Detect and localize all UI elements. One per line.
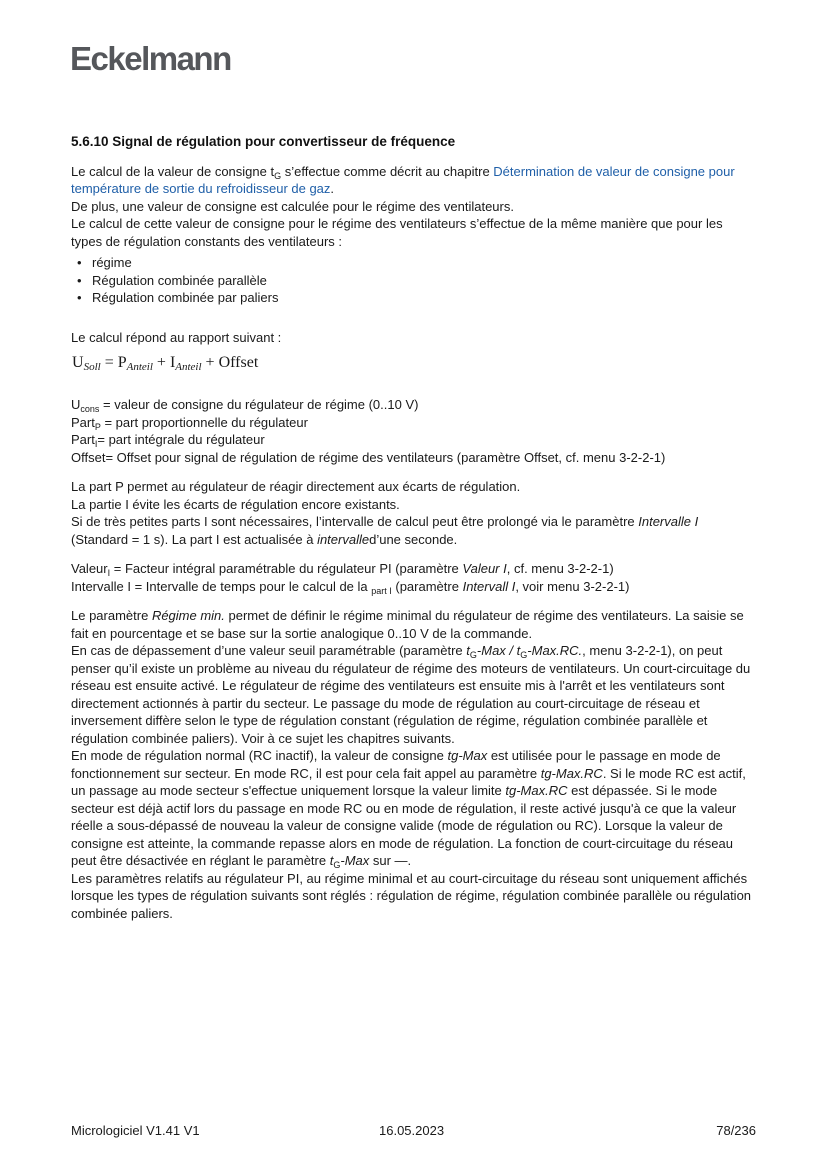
- regulation-types-list: [71, 254, 757, 307]
- intro-paragraph: Le calcul de la valeur de consigne $t_G$ s’effectue comme décrit au chapitre Détermination de valeur de consigne pour température de sortie du refroidisseur de gaz.: [71, 163, 735, 196]
- formula-intro: Le calcul répond au rapport suivant :: [71, 329, 282, 345]
- definition-partp: Part$_P$ = part proportionnelle du régulateur: [71, 414, 308, 432]
- regime-paragraph-3: En mode de régulation normal (RC inactif), la valeur de consigne tg-Max est utilisée pour le passage en mode de fonctionnement sur secteur. En mode RC, il est pour cela fait appel au paramètre tg-Max.RC. Si le mode RC est actif, un passage au mode secteur s'effectue uniquement lorsque la valeur limite tg-Max.RC est dépassée. Si le mode secteur est déjà actif lors du passage en mode RC ou en mode de régulation, il reste activé jusqu'à ce que la valeur réelle a sous-dépassé de nouveau la valeur de consigne valide (mode de régulation ou RC). Lorsque la valeur de consigne est atteinte, la commande repasse alors en mode de régulation. La fonction de court-circuitage du réseau peut être désactivée en réglant le paramètre $t_G$-Max sur —.: [71, 748, 746, 870]
- definitions-block: [71, 396, 757, 466]
- part-p-line-3: Si de très petites parts I sont nécessaires, l’intervalle de calcul peut être prolongé via le paramètre Intervalle I (Standard = 1 s). La part I est actualisée à intervalled’une seconde.: [71, 514, 699, 547]
- valeur-block: [71, 560, 757, 595]
- chapter-link[interactable]: Détermination de valeur de consigne pour température de sortie du refroidisseur de gaz: [71, 163, 735, 196]
- part-p-block: [71, 478, 757, 548]
- definition-offset: Offset= Offset pour signal de régulation de régime des ventilateurs (paramètre Offset, cf. menu 3-2-2-1): [71, 449, 666, 465]
- regime-paragraph-4: Les paramètres relatifs au régulateur PI, au régime minimal et au court-circuitage du réseau sont uniquement affichés lorsque les types de régulation suivants sont réglés : régulation de régime, régulation combinée parallèle ou régulation combinée paliers.: [71, 870, 752, 921]
- regime-paragraph-1: Le paramètre Régime min. permet de définir le régime minimal du régulateur de régime des ventilateurs. La saisie se fait en pourcentage et se base sur la sortie analogique 0..10 V de la commande.: [71, 608, 744, 641]
- section-title: 5.6.10 Signal de régulation pour convertisseur de fréquence: [71, 134, 456, 149]
- eckelmann-logo: Eckelmann: [70, 40, 231, 77]
- definition-ucons: $U_{cons}$ = valeur de consigne du régulateur de régime (0..10 V): [71, 397, 419, 414]
- footer-date: 16.05.2023: [379, 1123, 445, 1138]
- intro-line-3: Le calcul de cette valeur de consigne pour le régime des ventilateurs s’effectue de la même manière que pour les types de régulation constants des ventilateurs :: [71, 216, 723, 249]
- footer-page-number: 78/236: [716, 1123, 756, 1138]
- regime-block: [71, 607, 757, 922]
- document-body: [71, 133, 757, 922]
- list-item: • Régulation combinée parallèle: [77, 272, 757, 290]
- valeur-line-1: Valeur$_I$ = Facteur intégral paramétrable du régulateur PI (paramètre Valeur I, cf. menu 3-2-2-1): [71, 561, 614, 578]
- intro-line-2: De plus, une valeur de consigne est calculée pour le régime des ventilateurs.: [71, 198, 514, 214]
- regime-paragraph-2: En cas de dépassement d’une valeur seuil paramétrable (paramètre $t_G$-Max / $t_G-Max.RC$., menu 3-2-2-1), on peut penser qu’il existe un problème au niveau du régulateur de régime des moteurs de ventilateurs. Un court-circuitage du réseau est ensuite activé. Le régulateur de régime des ventilateurs est ensuite mis à l'arrêt et les ventilateurs sont directement actionnés à partir du secteur. Le passage du mode de régulation au court-circuitage de réseau et inversement diffère selon le type de régulation constant (régulation de régime, régulation combinée parallèle et régulation combinée paliers). Voir à ce sujet les chapitres suivants.: [71, 643, 751, 746]
- list-item: • Régulation combinée par paliers: [77, 289, 757, 307]
- footer-firmware: Micrologiciel V1.41 V1: [71, 1123, 200, 1138]
- formula: $U_{Soll} = P_{Anteil} + I_{Anteil}$ + Offset: [72, 354, 259, 373]
- part-p-line-2: La partie I évite les écarts de régulation encore existants.: [71, 496, 400, 512]
- part-p-line-1: La part P permet au régulateur de réagir directement aux écarts de régulation.: [71, 479, 521, 494]
- list-item: • régime: [77, 254, 757, 272]
- valeur-line-2: Intervalle I = Intervalle de temps pour le calcul de la $_{part I}$ (paramètre Intervall I, voir menu 3-2-2-1): [71, 578, 630, 596]
- definition-parti: Part$_I$= part intégrale du régulateur: [71, 432, 265, 449]
